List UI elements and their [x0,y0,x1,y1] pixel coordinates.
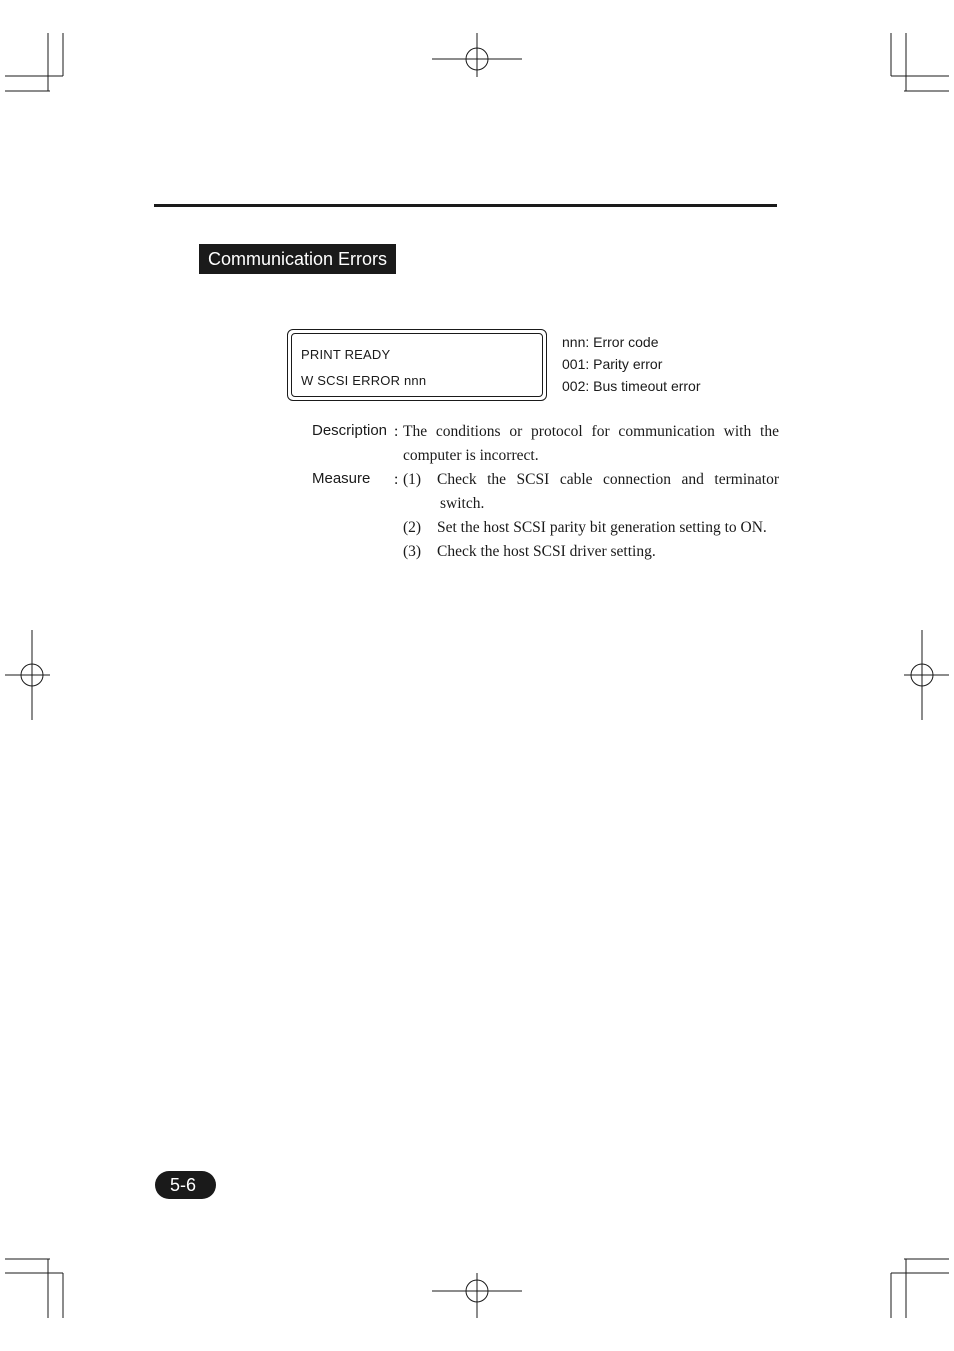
lcd-display-inner [291,333,543,397]
description-label: Description [312,422,388,439]
page-number: 5-6 [169,1175,196,1195]
description-colon: : [394,423,399,440]
section-title: Communication Errors [199,244,396,274]
measure-item-text: Check the SCSI cable connection and terminator [437,471,779,488]
error-code-item: nnn: Error code [562,334,659,350]
measure-item-text-cont: switch. [440,495,485,512]
error-code-item: 001: Parity error [562,356,663,372]
measure-item-number: (3) [403,543,422,560]
measure-label: Measure [312,470,371,487]
measure-item-number: (2) [403,519,422,536]
header-rule [154,204,777,207]
description-text-line-1: The conditions or protocol for communication with the [403,423,779,440]
measure-colon: : [394,471,399,488]
lcd-line-1: PRINT READY [301,347,391,362]
error-code-item: 002: Bus timeout error [562,378,701,394]
page-number-badge [155,1171,216,1199]
lcd-line-2: W SCSI ERROR nnn [301,373,427,388]
description-text-line-2: computer is incorrect. [403,447,539,464]
error-code-legend [562,331,701,397]
measure-item-text: Set the host SCSI parity bit generation setting to ON. [437,519,767,536]
measure-item-number: (1) [403,471,422,488]
measure-item-text: Check the host SCSI driver setting. [437,543,656,560]
lcd-display [287,329,547,401]
